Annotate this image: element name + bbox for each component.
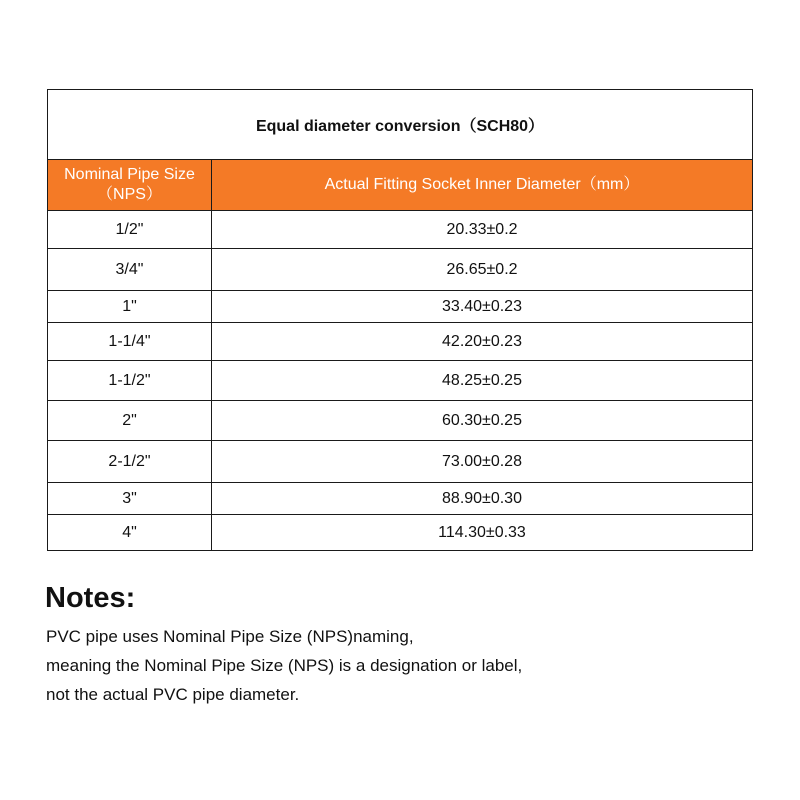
- table-row: [48, 323, 753, 361]
- header-nps: [48, 160, 212, 211]
- header-diameter: Actual Fitting Socket Inner Diameter（mm）: [212, 160, 753, 211]
- table-title-row: [48, 90, 753, 160]
- diameter-cell: 73.00±0.28: [212, 441, 753, 483]
- table-row: [48, 211, 753, 249]
- nps-cell: 2": [48, 401, 212, 441]
- notes-line: not the actual PVC pipe diameter.: [46, 685, 300, 704]
- table-row: [48, 441, 753, 483]
- header-nps-line2: （NPS）: [97, 186, 162, 203]
- table-row: [48, 291, 753, 323]
- table-row: [48, 249, 753, 291]
- diameter-cell: 33.40±0.23: [212, 291, 753, 323]
- nps-cell: 3": [48, 483, 212, 515]
- notes-line: meaning the Nominal Pipe Size (NPS) is a designation or label,: [46, 656, 523, 675]
- notes-line: PVC pipe uses Nominal Pipe Size (NPS)naming,: [46, 627, 414, 646]
- diameter-cell: 42.20±0.23: [212, 323, 753, 361]
- nps-cell: 1-1/4": [48, 323, 212, 361]
- nps-cell: 3/4": [48, 249, 212, 291]
- table-row: [48, 483, 753, 515]
- nps-cell: 2-1/2": [48, 441, 212, 483]
- diameter-cell: 114.30±0.33: [212, 515, 753, 551]
- table-title: Equal diameter conversion（SCH80）: [48, 90, 753, 160]
- header-nps-line1: Nominal Pipe Size: [64, 166, 195, 183]
- table-row: [48, 515, 753, 551]
- diameter-cell: 60.30±0.25: [212, 401, 753, 441]
- diameter-cell: 88.90±0.30: [212, 483, 753, 515]
- table-row: [48, 401, 753, 441]
- table-header-row: [48, 160, 753, 211]
- nps-cell: 4": [48, 515, 212, 551]
- table-row: [48, 361, 753, 401]
- nps-cell: 1/2": [48, 211, 212, 249]
- notes-section: [45, 582, 745, 709]
- diameter-cell: 20.33±0.2: [212, 211, 753, 249]
- nps-cell: 1": [48, 291, 212, 323]
- diameter-cell: 48.25±0.25: [212, 361, 753, 401]
- diameter-cell: 26.65±0.2: [212, 249, 753, 291]
- conversion-table: [47, 89, 753, 551]
- notes-title: Notes:: [45, 582, 136, 614]
- nps-cell: 1-1/2": [48, 361, 212, 401]
